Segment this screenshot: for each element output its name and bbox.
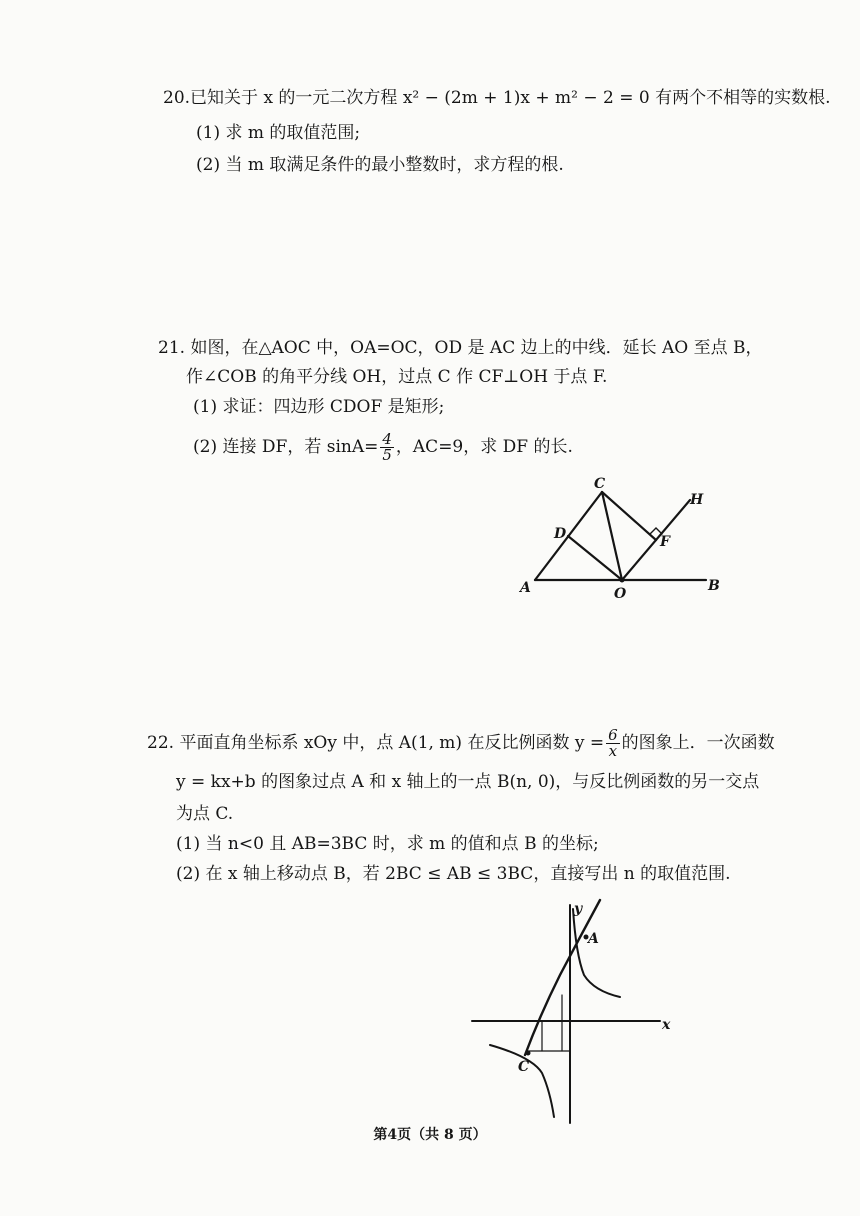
point-O	[620, 578, 625, 583]
q22-fraction-numerator: 6	[608, 726, 618, 744]
q21-part2-text-after: ，AC=9，求 DF 的长.	[395, 437, 573, 457]
q22-fraction-denominator: x	[608, 742, 618, 760]
q22-stem-text-after: 的图象上．一次函数	[621, 733, 775, 753]
label-D: D	[554, 526, 567, 542]
q21-stem-line2: 作∠COB 的角平分线 OH，过点 C 作 CF⊥OH 于点 F.	[186, 367, 608, 387]
q22-part2: (2) 在 x 轴上移动点 B，若 2BC ≤ AB ≤ 3BC，直接写出 n 的取值范围.	[176, 864, 731, 884]
label-O: O	[614, 586, 627, 602]
q20-part2: (2) 当 m 取满足条件的最小整数时，求方程的根.	[196, 155, 564, 175]
point-C	[526, 1051, 531, 1056]
page-footer: 第4页（共 8 页）	[373, 1127, 487, 1143]
q22-stem-text-before: 22. 平面直角坐标系 xOy 中，点 A(1, m) 在反比例函数 y =	[147, 733, 605, 753]
label-C: C	[594, 476, 606, 492]
hyperbola-branch-upper	[573, 909, 620, 997]
q21-part2	[193, 432, 573, 463]
q22-stem-line3: 为点 C.	[176, 804, 234, 824]
segment-CF	[602, 492, 656, 540]
label-y: y	[574, 901, 583, 917]
hyperbola-branch-lower	[490, 1045, 554, 1117]
q22-function-fraction	[606, 728, 620, 759]
label-A: A	[520, 580, 531, 596]
q21-sinA-numerator: 4	[382, 430, 392, 448]
q21-sinA-fraction	[380, 432, 394, 463]
label-x: x	[662, 1017, 671, 1033]
q20-stem: 20.已知关于 x 的一元二次方程 x² − (2m + 1)x + m² − 2 = 0 有两个不相等的实数根.	[163, 88, 831, 108]
label-F: F	[660, 534, 670, 550]
q21-sinA-denominator: 5	[382, 446, 392, 464]
label-C: C	[518, 1059, 530, 1075]
q22-figure	[470, 895, 685, 1125]
q22-stem-line1	[147, 728, 775, 759]
label-A: A	[588, 931, 599, 947]
q22-part1: (1) 当 n<0 且 AB=3BC 时，求 m 的值和点 B 的坐标;	[176, 834, 599, 854]
q22-stem-line2: y = kx+b 的图象过点 A 和 x 轴上的一点 B(n, 0)，与反比例函数的另一交点	[176, 772, 760, 792]
q21-figure	[510, 470, 740, 605]
q21-stem-line1: 21. 如图，在△AOC 中，OA=OC，OD 是 AC 边上的中线．延长 AO 至点 B，	[158, 338, 763, 358]
q21-part1: (1) 求证：四边形 CDOF 是矩形;	[193, 397, 445, 417]
label-H: H	[690, 492, 704, 508]
label-B: B	[708, 578, 720, 594]
q21-part2-text-before: (2) 连接 DF，若 sinA=	[193, 437, 379, 457]
q20-part1: (1) 求 m 的取值范围;	[196, 123, 361, 143]
